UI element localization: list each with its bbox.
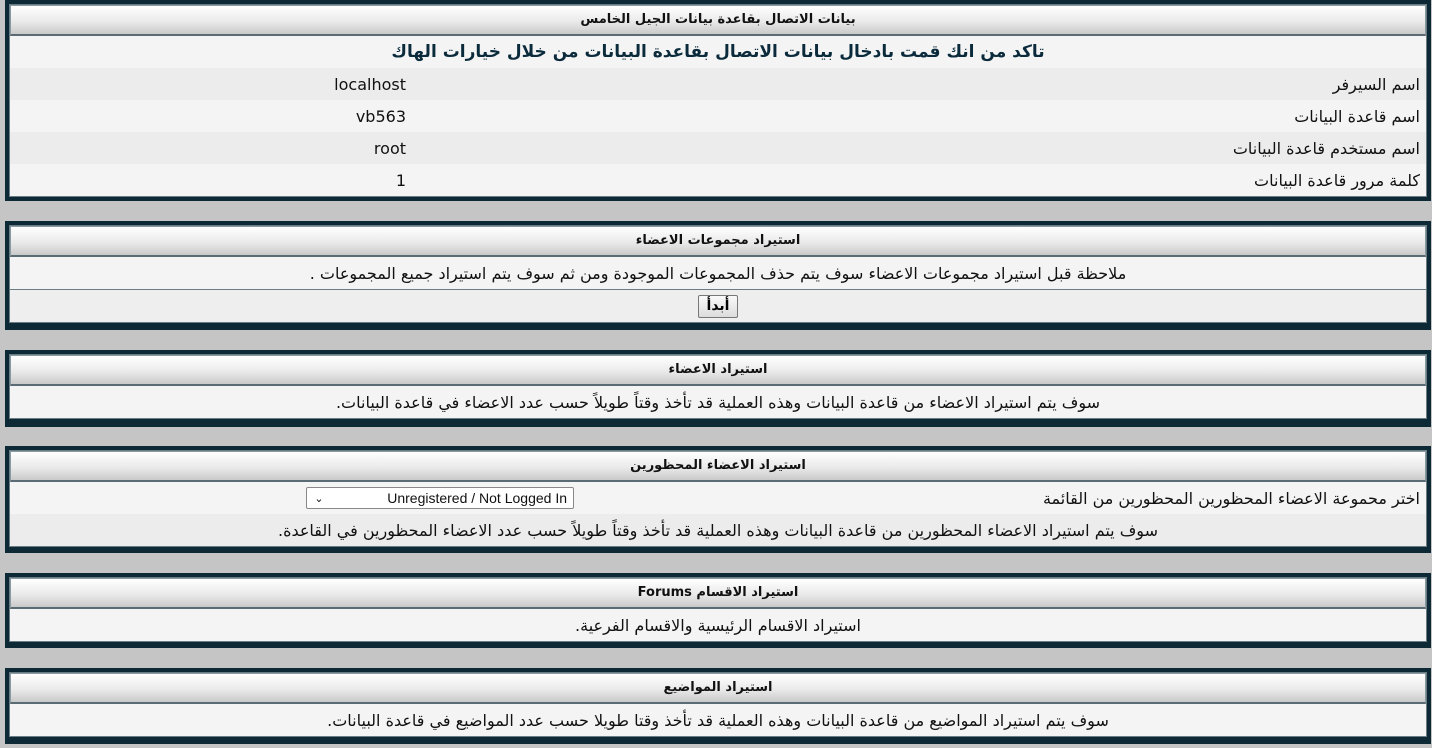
forums-panel xyxy=(5,573,1431,648)
threads-panel-title: استيراد المواضيع xyxy=(10,673,1426,704)
groups-panel-title: استيراد مجموعات الاعضاء xyxy=(10,226,1426,257)
banned-select-label: اختر محموعة الاعضاء المحظورين المحظورين من القائمة xyxy=(1042,488,1420,508)
db-user-label: اسم مستخدم قاعدة البيانات xyxy=(1232,138,1420,158)
db-password-row xyxy=(10,164,1426,196)
database-row xyxy=(10,100,1426,132)
banned-select-row xyxy=(10,482,1426,514)
threads-note: سوف يتم استيراد المواضيع من قاعدة البيانات وهذه العملية قد تأخذ وقتا طويلا حسب عدد المواضيع في قاعدة البيانات. xyxy=(10,704,1426,736)
server-value: localhost xyxy=(334,74,406,94)
banned-panel-title: استيراد الاعضاء المحظورين xyxy=(10,451,1426,482)
members-panel-body xyxy=(9,354,1427,419)
db-user-value: root xyxy=(373,138,406,158)
connection-panel-body xyxy=(9,4,1427,197)
connection-notice: تاكد من انك قمت بادخال بيانات الاتصال بقاعدة البيانات من خلال خيارات الهاك xyxy=(10,36,1426,68)
chevron-down-icon: ⌄ xyxy=(314,492,324,505)
connection-panel xyxy=(5,0,1431,201)
banned-panel-body xyxy=(9,450,1427,547)
banned-note: سوف يتم استيراد الاعضاء المحظورين من قاعدة البيانات وهذه العملية قد تأخذ وقتاً طويلاً حسب عدد الاعضاء المحظورين في القاعدة. xyxy=(10,514,1426,546)
db-password-value: 1 xyxy=(395,170,406,190)
threads-panel-body xyxy=(9,672,1427,737)
database-value: vb563 xyxy=(355,106,406,126)
start-button[interactable]: أبدأ xyxy=(698,295,739,318)
members-note: سوف يتم استيراد الاعضاء من قاعدة البيانات وهذه العملية قد تأخذ وقتاً طويلاً حسب عدد الاعضاء في قاعدة البيانات. xyxy=(10,386,1426,418)
banned-panel xyxy=(5,446,1431,553)
connection-panel-title: بيانات الاتصال بقاعدة بيانات الجيل الخامس xyxy=(10,5,1426,36)
forums-panel-body xyxy=(9,577,1427,642)
server-row xyxy=(10,68,1426,100)
db-password-label: كلمة مرور قاعدة البيانات xyxy=(1254,170,1420,190)
members-panel-title: استيراد الاعضاء xyxy=(10,355,1426,386)
database-label: اسم قاعدة البيانات xyxy=(1294,106,1420,126)
forums-panel-title: استيراد الاقسام Forums xyxy=(10,578,1426,609)
db-user-row xyxy=(10,132,1426,164)
threads-panel xyxy=(5,668,1431,744)
banned-group-select[interactable] xyxy=(306,487,574,509)
groups-panel-body xyxy=(9,225,1427,323)
server-label: اسم السيرفر xyxy=(1332,74,1420,94)
groups-panel xyxy=(5,221,1431,330)
banned-group-select-value: Unregistered / Not Logged In xyxy=(387,490,567,506)
forums-note: استيراد الاقسام الرئيسية والاقسام الفرعية. xyxy=(10,609,1426,641)
groups-note: ملاحظة قبل استيراد مجموعات الاعضاء سوف يتم حذف المجموعات الموجودة ومن ثم سوف يتم استيراد جميع المجموعات . xyxy=(10,257,1426,289)
members-panel xyxy=(5,350,1431,427)
groups-button-row xyxy=(10,289,1426,322)
